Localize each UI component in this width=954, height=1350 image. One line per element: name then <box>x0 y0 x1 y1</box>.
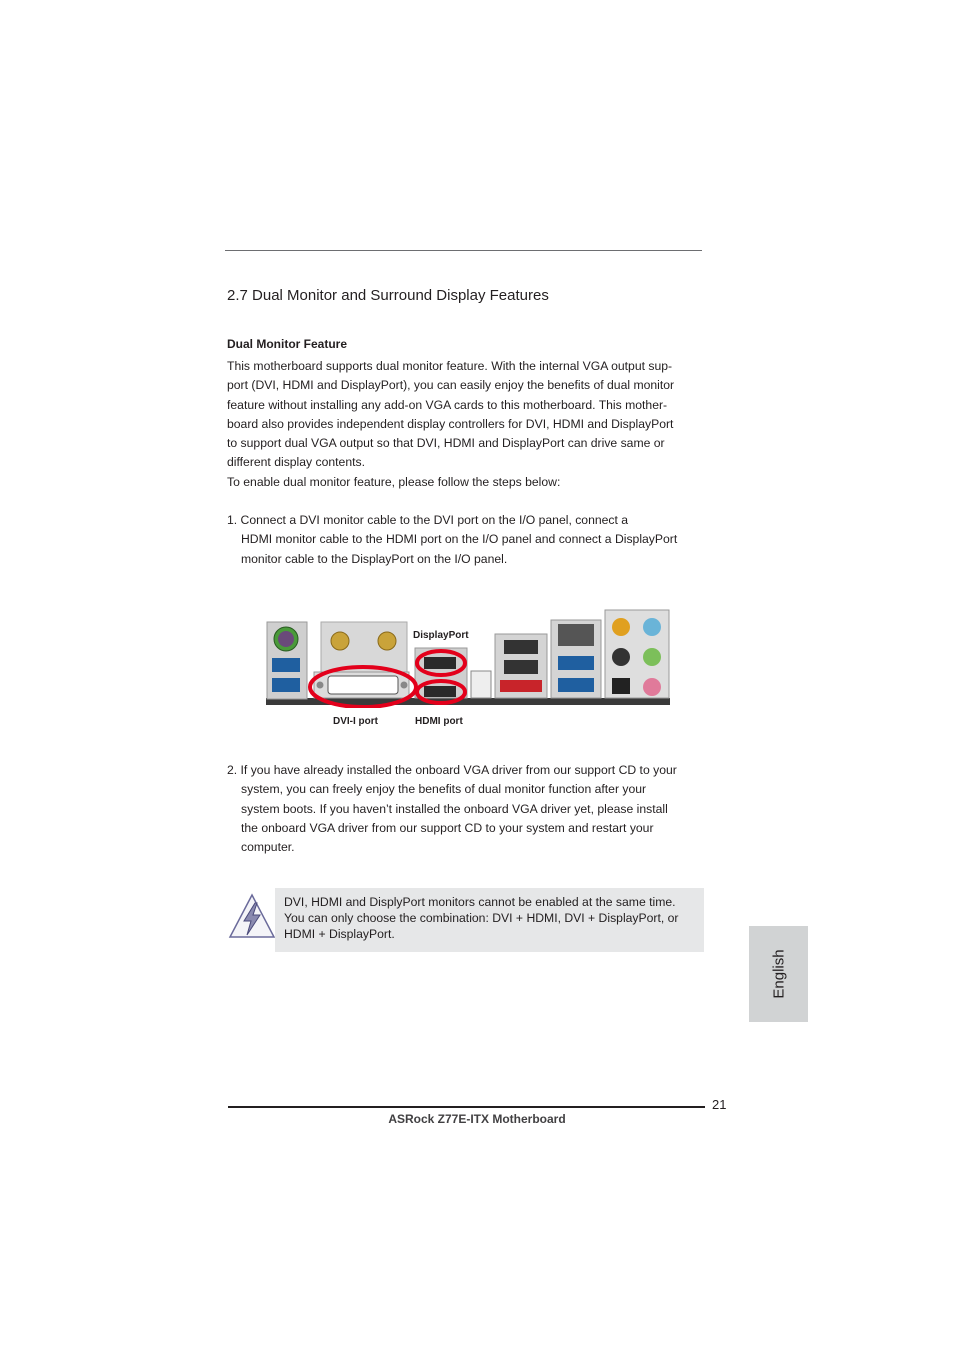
step-1-line: monitor cable to the DisplayPort on the I/O panel. <box>241 551 508 566</box>
step-1-line: HDMI monitor cable to the HDMI port on the I/O panel and connect a DisplayPort <box>241 532 678 547</box>
header-rule <box>225 250 702 251</box>
io-panel-figure <box>266 608 670 708</box>
step-1-line: 1. Connect a DVI monitor cable to the DVI port on the I/O panel, connect a <box>227 513 629 527</box>
io-panel-illustration <box>266 608 670 708</box>
language-tab-label: English <box>770 949 787 999</box>
language-tab <box>749 926 808 1022</box>
intro-line: feature without installing any add-on VGA cards to this motherboard. This mother- <box>227 397 668 412</box>
note-line: DVI, HDMI and DisplyPort monitors cannot be enabled at the same time. <box>284 895 676 909</box>
step-2 <box>227 761 707 857</box>
page-number: 21 <box>712 1097 727 1112</box>
intro-paragraph <box>227 357 705 492</box>
displayport-label: DisplayPort <box>413 630 469 641</box>
note-line: You can only choose the combination: DVI + HDMI, DVI + DisplayPort, or <box>284 911 679 925</box>
step-2-line: system, you can freely enjoy the benefits of dual monitor function after your <box>241 782 647 797</box>
step-2-line: the onboard VGA driver from our support CD to your system and restart your <box>241 820 654 835</box>
warning-icon <box>228 893 276 941</box>
intro-line: board also provides independent display controllers for DVI, HDMI and DisplayPort <box>227 416 674 431</box>
intro-line: port (DVI, HDMI and DisplayPort), you can easily enjoy the benefits of dual monitor <box>227 378 675 393</box>
step-2-line: system boots. If you haven’t installed the onboard VGA driver yet, please install <box>241 801 668 816</box>
note-line: HDMI + DisplayPort. <box>284 927 395 941</box>
step-2-line: computer. <box>241 840 295 855</box>
step-2-line: 2. If you have already installed the onboard VGA driver from our support CD to your <box>227 763 677 777</box>
step-1 <box>227 511 707 569</box>
intro-line: To enable dual monitor feature, please follow the steps below: <box>227 474 561 489</box>
section-title: 2.7 Dual Monitor and Surround Display Features <box>227 287 549 304</box>
dvi-port-label: DVI-I port <box>333 716 378 727</box>
hdmi-port-label: HDMI port <box>415 716 463 727</box>
note-text <box>284 894 704 942</box>
intro-line: different display contents. <box>227 455 365 470</box>
footer-product: ASRock Z77E-ITX Motherboard <box>388 1112 566 1126</box>
subsection-title: Dual Monitor Feature <box>227 337 348 351</box>
footer-rule <box>228 1106 705 1108</box>
intro-line: to support dual VGA output so that DVI, HDMI and DisplayPort can drive same or <box>227 436 665 451</box>
intro-line: This motherboard supports dual monitor feature. With the internal VGA output sup- <box>227 359 673 373</box>
